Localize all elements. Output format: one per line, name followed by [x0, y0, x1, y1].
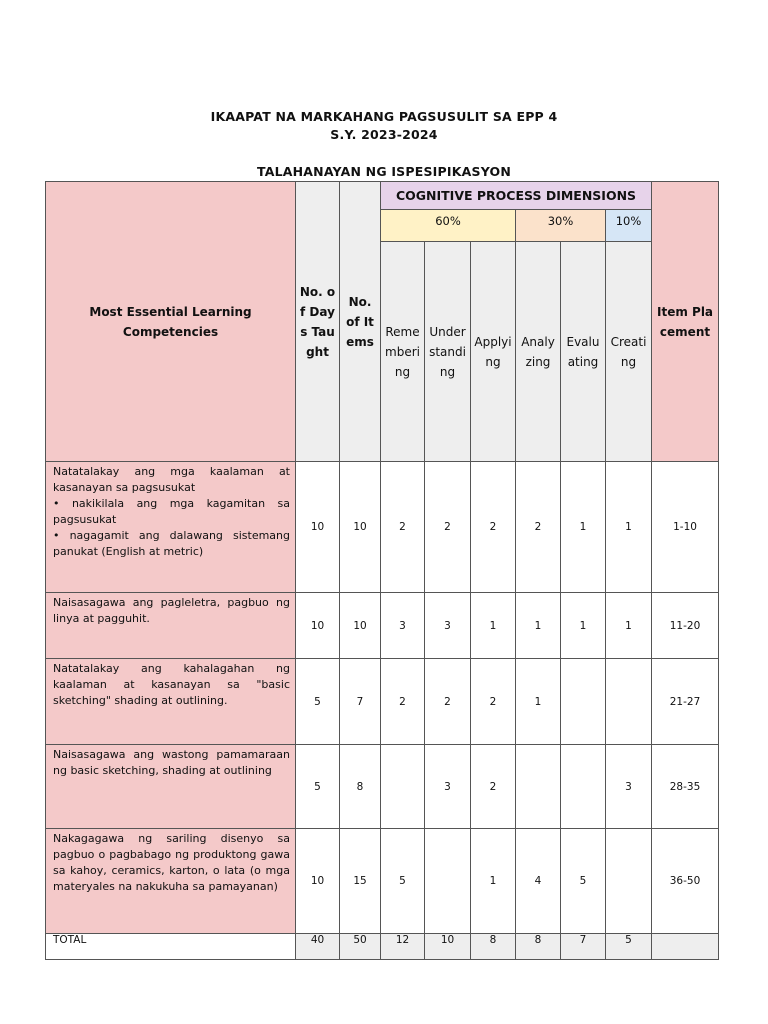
total-evaluating: 7 — [561, 934, 606, 960]
applying-cell: 2 — [471, 745, 516, 829]
creating-cell — [606, 829, 652, 934]
understanding-cell: 3 — [425, 593, 471, 659]
table-row — [46, 659, 719, 745]
remembering-cell — [381, 745, 425, 829]
placement-cell: 36-50 — [652, 829, 719, 934]
creating-cell: 1 — [606, 462, 652, 593]
table-row — [46, 462, 719, 593]
understanding-cell: 2 — [425, 462, 471, 593]
days-cell: 5 — [296, 745, 340, 829]
competency-cell: Naisasagawa ang pagleletra, pagbuo ng linya at pagguhit. — [46, 593, 296, 659]
total-label: TOTAL — [46, 934, 296, 960]
total-creating: 5 — [606, 934, 652, 960]
header-days-taught: No. of Days Taught — [296, 182, 340, 462]
analyzing-cell: 1 — [516, 593, 561, 659]
header-pct-30: 30% — [516, 210, 606, 242]
header-no-of-items: No. of Items — [340, 182, 381, 462]
items-cell: 7 — [340, 659, 381, 745]
total-days: 40 — [296, 934, 340, 960]
understanding-cell: 2 — [425, 659, 471, 745]
days-cell: 5 — [296, 659, 340, 745]
total-placement — [652, 934, 719, 960]
placement-cell: 11-20 — [652, 593, 719, 659]
header-pct-60: 60% — [381, 210, 516, 242]
items-cell: 8 — [340, 745, 381, 829]
evaluating-cell: 5 — [561, 829, 606, 934]
document-title: IKAAPAT NA MARKAHANG PAGSUSULIT SA EPP 4 — [210, 109, 558, 124]
applying-cell: 1 — [471, 593, 516, 659]
header-item-placement: Item Placement — [652, 182, 719, 462]
table-title: TALAHANAYAN NG ISPESIPIKASYON — [256, 164, 512, 179]
days-cell: 10 — [296, 462, 340, 593]
placement-cell: 28-35 — [652, 745, 719, 829]
evaluating-cell: 1 — [561, 593, 606, 659]
applying-cell: 2 — [471, 462, 516, 593]
specification-table — [45, 181, 719, 960]
total-remembering: 12 — [381, 934, 425, 960]
remembering-cell: 2 — [381, 462, 425, 593]
creating-cell: 3 — [606, 745, 652, 829]
header-understanding: Understanding — [425, 242, 471, 462]
remembering-cell: 5 — [381, 829, 425, 934]
header-analyzing: Analyzing — [516, 242, 561, 462]
header-pct-10: 10% — [606, 210, 652, 242]
table-row — [46, 829, 719, 934]
header-competencies-label: Most Essential Learning Competencies — [89, 304, 252, 339]
evaluating-cell — [561, 745, 606, 829]
total-applying: 8 — [471, 934, 516, 960]
placement-cell: 21-27 — [652, 659, 719, 745]
days-cell: 10 — [296, 829, 340, 934]
header-evaluating: Evaluating — [561, 242, 606, 462]
items-cell: 10 — [340, 462, 381, 593]
items-cell: 15 — [340, 829, 381, 934]
total-row — [46, 934, 719, 960]
creating-cell — [606, 659, 652, 745]
understanding-cell: 3 — [425, 745, 471, 829]
competency-cell: Natatalakay ang kahalagahan ng kaalaman at kasanayan sa "basic sketching" shading at outlining. — [46, 659, 296, 745]
evaluating-cell: 1 — [561, 462, 606, 593]
header-creating: Creating — [606, 242, 652, 462]
applying-cell: 1 — [471, 829, 516, 934]
header-applying: Applying — [471, 242, 516, 462]
competency-cell: Naisasagawa ang wastong pamamaraan ng basic sketching, shading at outlining — [46, 745, 296, 829]
analyzing-cell: 2 — [516, 462, 561, 593]
header-competencies — [46, 182, 296, 462]
evaluating-cell — [561, 659, 606, 745]
remembering-cell: 2 — [381, 659, 425, 745]
placement-cell: 1-10 — [652, 462, 719, 593]
items-cell: 10 — [340, 593, 381, 659]
header-cognitive-dimensions: COGNITIVE PROCESS DIMENSIONS — [381, 182, 652, 210]
table-row — [46, 745, 719, 829]
creating-cell: 1 — [606, 593, 652, 659]
understanding-cell — [425, 829, 471, 934]
total-items: 50 — [340, 934, 381, 960]
analyzing-cell: 1 — [516, 659, 561, 745]
table-row — [46, 593, 719, 659]
school-year: S.Y. 2023-2024 — [330, 127, 438, 142]
competency-cell: Nakagagawa ng sariling disenyo sa pagbuo o pagbabago ng produktong gawa sa kahoy, ceramics, karton, o lata (o mga materyales na nakukuha sa pamayanan) — [46, 829, 296, 934]
total-understanding: 10 — [425, 934, 471, 960]
analyzing-cell: 4 — [516, 829, 561, 934]
analyzing-cell — [516, 745, 561, 829]
remembering-cell: 3 — [381, 593, 425, 659]
competency-cell: Natatalakay ang mga kaalaman at kasanayan sa pagsusukat • nakikilala ang mga kagamitan sa pagsusukat • nagagamit ang dalawang sistemang panukat (English at metric) — [46, 462, 296, 593]
header-remembering: Remembering — [381, 242, 425, 462]
total-analyzing: 8 — [516, 934, 561, 960]
days-cell: 10 — [296, 593, 340, 659]
applying-cell: 2 — [471, 659, 516, 745]
